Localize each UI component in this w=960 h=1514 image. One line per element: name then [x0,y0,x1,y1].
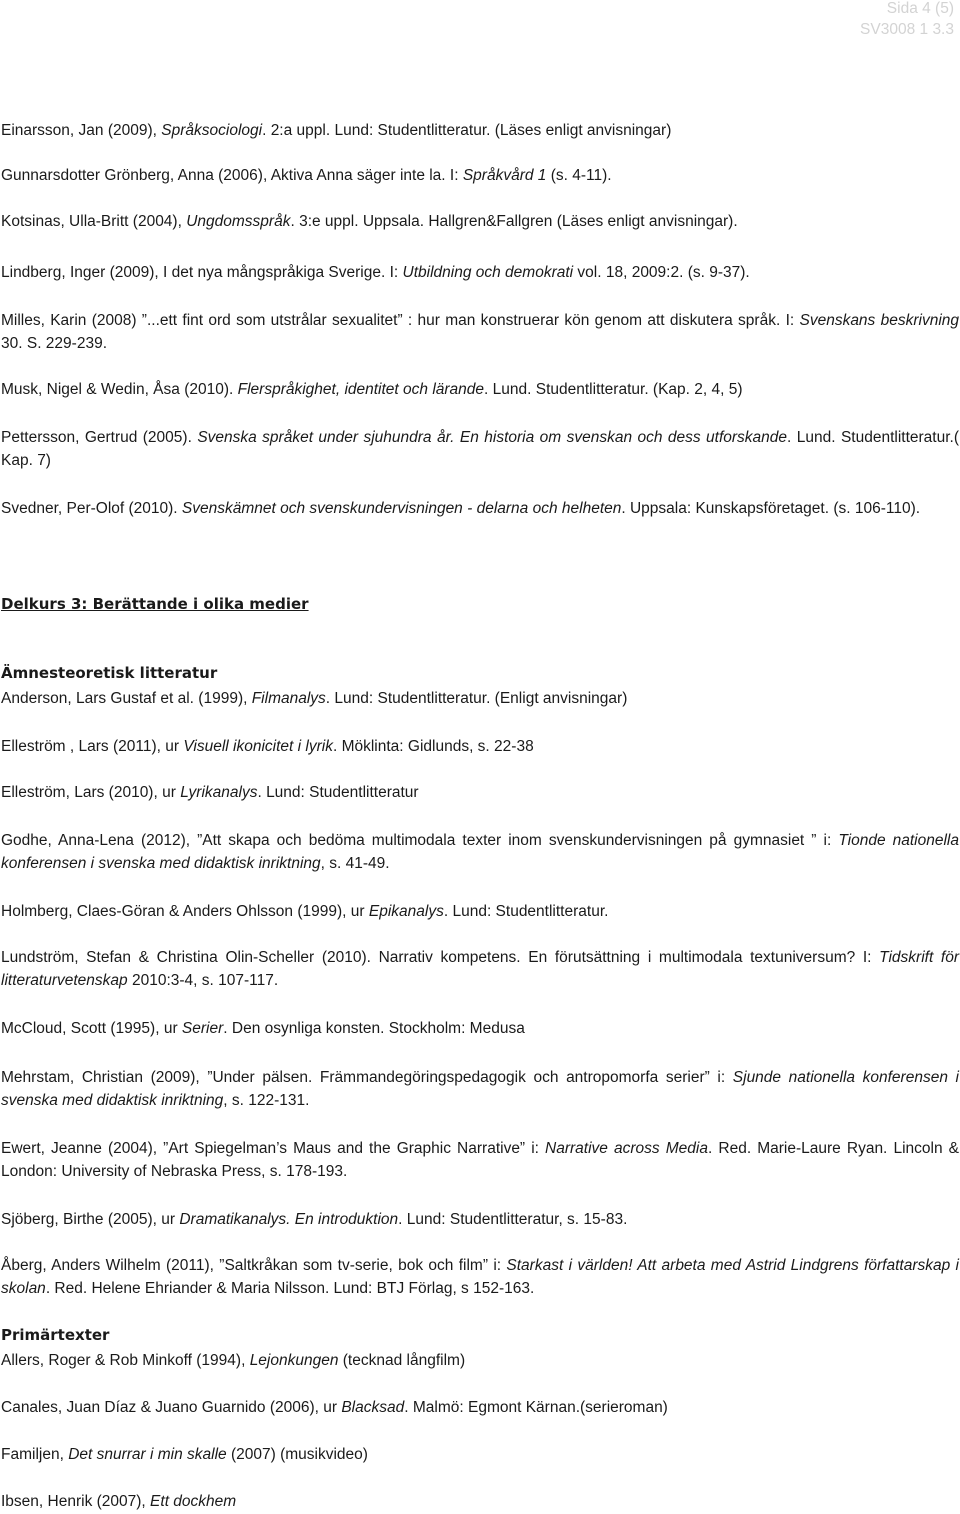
reference-title: Narrative across Media [545,1140,708,1157]
reference-title: Serier [181,1020,224,1037]
reference-title: Visuell ikonicitet i lyrik [183,738,333,755]
reference-entry: Godhe, Anna-Lena (2012), ”Att skapa och bedöma multimodala texter inom svenskundervisningen på gymnasiet ” i: Tionde nationella konferensen i svenska med didaktisk inriktning, s. 41-49. [1,832,959,872]
reference-entry: Allers, Roger & Rob Minkoff (1994), Lejonkungen (tecknad långfilm) [1,1352,466,1369]
reference-entry: Elleström, Lars (2010), ur Lyrikanalys. Lund: Studentlitteratur [1,784,419,801]
subheading-primary: Primärtexter [1,1326,110,1344]
reference-entry: Holmberg, Claes-Göran & Anders Ohlsson (1999), ur Epikanalys. Lund: Studentlitteratur. [1,903,609,920]
reference-entry: Svedner, Per-Olof (2010). Svenskämnet och svenskundervisningen - delarna och helheten. Uppsala: Kunskapsföretaget. (s. 106-110). [1,500,921,517]
reference-entry: Kotsinas, Ulla-Britt (2004), Ungdomsspråk. 3:e uppl. Uppsala. Hallgren&Fallgren (Läses enligt anvisningar). [1,213,738,230]
reference-title: Ett dockhem [150,1493,237,1510]
reference-title: Språkvård 1 [462,167,547,184]
reference-title: Det snurrar i min skalle [68,1446,227,1463]
reference-entry: Pettersson, Gertrud (2005). Svenska språket under sjuhundra år. En historia om svenskan och dess utforskande. Lund. Studentlitteratur.( Kap. 7) [1,429,960,469]
reference-title: Lyrikanalys [180,784,258,801]
reference-title: Svenskans beskrivning [799,312,960,329]
section-title: Delkurs 3: Berättande i olika medier [1,595,309,613]
reference-entry: Einarsson, Jan (2009), Språksociologi. 2:a uppl. Lund: Studentlitteratur. (Läses enligt anvisningar) [1,122,672,139]
reference-entry: Familjen, Det snurrar i min skalle (2007) (musikvideo) [1,1446,368,1463]
reference-title: Epikanalys [368,903,444,920]
reference-title: Ungdomsspråk [186,213,291,230]
reference-entry: Musk, Nigel & Wedin, Åsa (2010). Flerspråkighet, identitet och lärande. Lund. Studentlitteratur. (Kap. 2, 4, 5) [1,381,743,398]
reference-entry: Lindberg, Inger (2009), I det nya mångspråkiga Sverige. I: Utbildning och demokrati vol. 18, 2009:2. (s. 9-37). [1,264,750,281]
reference-entry: Anderson, Lars Gustaf et al. (1999), Filmanalys. Lund: Studentlitteratur. (Enligt anvisningar) [1,690,628,707]
reference-title: Tionde nationella konferensen i svenska med didaktisk inriktning [1,832,959,872]
reference-title: Svenskämnet och svenskundervisningen - delarna och helheten [181,500,622,517]
page-header [860,0,954,40]
reference-title: Utbildning och demokrati [402,264,574,281]
reference-entry: Mehrstam, Christian (2009), ”Under pälsen. Främmandegöringspedagogik och antropomorfa serier” i: Sjunde nationella konferensen i svenska med didaktisk inriktning, s. 122-131. [1,1069,960,1109]
reference-title: Tidskrift för litteraturvetenskap [1,949,959,989]
reference-entry: McCloud, Scott (1995), ur Serier. Den osynliga konsten. Stockholm: Medusa [1,1020,525,1037]
reference-entry: Gunnarsdotter Grönberg, Anna (2006), Aktiva Anna säger inte la. I: Språkvård 1 (s. 4-11). [1,167,612,184]
reference-title: Flerspråkighet, identitet och lärande [237,381,485,398]
reference-entry: Ewert, Jeanne (2004), ”Art Spiegelman’s Maus and the Graphic Narrative” i: Narrative across Media. Red. Marie-Laure Ryan. Lincoln & London: University of Nebraska Press, s. 178-193. [1,1140,960,1180]
reference-entry: Canales, Juan Díaz & Juano Guarnido (2006), ur Blacksad. Malmö: Egmont Kärnan.(serieroman) [1,1399,668,1416]
reference-entry: Lundström, Stefan & Christina Olin-Scheller (2010). Narrativ kompetens. En förutsättning i multimodala textuniversum? I: Tidskrift för litteraturvetenskap 2010:3-4, s. 107-117. [1,949,959,989]
reference-title: Språksociologi [161,122,263,139]
reference-entry: Åberg, Anders Wilhelm (2011), ”Saltkråkan som tv-serie, bok och film” i: Starkast i världen! Att arbeta med Astrid Lindgrens författarskap i skolan. Red. Helene Ehriander & Maria Nilsson. Lund: BTJ Förlag, s 152-163. [1,1257,959,1297]
document-code: SV3008 1 3.3 [860,21,954,38]
reference-title: Dramatikanalys. En introduktion [179,1211,399,1228]
reference-title: Svenska språket under sjuhundra år. En historia om svenskan och dess utforskande [197,429,788,446]
reference-title: Lejonkungen [249,1352,339,1369]
reference-entry: Sjöberg, Birthe (2005), ur Dramatikanalys. En introduktion. Lund: Studentlitteratur, s. 15-83. [1,1211,628,1228]
reference-title: Starkast i världen! Att arbeta med Astrid Lindgrens författarskap i skolan [1,1257,959,1297]
reference-entry: Ibsen, Henrik (2007), Ett dockhem [1,1493,237,1510]
reference-entry: Elleström , Lars (2011), ur Visuell ikonicitet i lyrik. Möklinta: Gidlunds, s. 22-38 [1,738,534,755]
reference-title: Filmanalys [251,690,326,707]
reference-entry: Milles, Karin (2008) ”...ett fint ord som utstrålar sexualitet” : hur man konstruerar kön genom att diskutera språk. I: Svenskans beskrivning 30. S. 229-239. [1,312,960,352]
subheading-theory: Ämnesteoretisk litteratur [1,664,218,682]
reference-title: Sjunde nationella konferensen i svenska med didaktisk inriktning [1,1069,960,1109]
page-number: Sida 4 (5) [886,0,954,17]
reference-title: Blacksad [341,1399,405,1416]
